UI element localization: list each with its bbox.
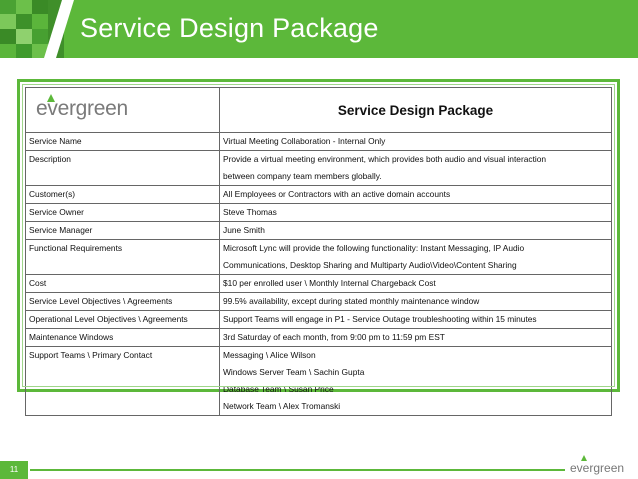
row-value-line: June Smith [223, 225, 265, 235]
table-row [26, 151, 612, 186]
table-row [26, 347, 612, 416]
row-value-line: Provide a virtual meeting environment, which provides both audio and visual interaction [223, 154, 547, 164]
footer-rule [30, 469, 565, 471]
service-design-table [25, 87, 612, 416]
footer-logo [570, 455, 636, 477]
row-label: Functional Requirements [26, 240, 220, 275]
slide-title: Service Design Package [80, 13, 379, 43]
row-value [220, 329, 612, 347]
row-value-line: Windows Server Team \ Sachin Gupta [223, 367, 365, 377]
row-value [220, 204, 612, 222]
row-label: Service Owner [26, 204, 220, 222]
table-row [26, 293, 612, 311]
evergreen-logo [29, 88, 216, 132]
slide-header [0, 0, 638, 58]
row-value [220, 151, 612, 186]
row-label: Operational Level Objectives \ Agreements [26, 311, 220, 329]
row-label: Service Level Objectives \ Agreements [26, 293, 220, 311]
row-value-line: Messaging \ Alice Wilson [223, 350, 316, 360]
row-value-line: Steve Thomas [223, 207, 277, 217]
row-label: Maintenance Windows [26, 329, 220, 347]
row-value [220, 347, 612, 416]
row-label: Service Name [26, 133, 220, 151]
row-value-line: Network Team \ Alex Tromanski [223, 401, 341, 411]
row-label: Support Teams \ Primary Contact [26, 347, 220, 416]
table-heading: Service Design Package [220, 88, 612, 133]
row-label: Service Manager [26, 222, 220, 240]
header-slash-decoration [44, 0, 74, 58]
row-value-line: Database Team \ Susan Price [223, 384, 334, 394]
row-value [220, 222, 612, 240]
row-label: Description [26, 151, 220, 186]
logo-cell [26, 88, 220, 133]
row-value-line: Support Teams will engage in P1 - Service Outage troubleshooting within 15 minutes [223, 314, 537, 324]
row-label: Cost [26, 275, 220, 293]
row-value-line: between company team members globally. [223, 171, 382, 181]
row-value-line: Communications, Desktop Sharing and Multiparty Audio\Video\Content Sharing [223, 260, 517, 270]
row-value [220, 275, 612, 293]
row-value-line: 99.5% availability, except during stated monthly maintenance window [223, 296, 480, 306]
row-label: Customer(s) [26, 186, 220, 204]
row-value-line: $10 per enrolled user \ Monthly Internal Chargeback Cost [223, 278, 436, 288]
row-value-line: All Employees or Contractors with an active domain accounts [223, 189, 451, 199]
table-row [26, 222, 612, 240]
row-value [220, 186, 612, 204]
table-row [26, 311, 612, 329]
row-value [220, 311, 612, 329]
table-row [26, 186, 612, 204]
row-value [220, 240, 612, 275]
page-number: 11 [0, 461, 28, 479]
table-row [26, 240, 612, 275]
row-value-line: Virtual Meeting Collaboration - Internal Only [223, 136, 386, 146]
table-row [26, 329, 612, 347]
logo-text: evergreen [36, 97, 128, 120]
footer-logo-text: evergreen [570, 461, 625, 475]
row-value [220, 133, 612, 151]
table-header-row [26, 88, 612, 133]
table-row [26, 204, 612, 222]
table-row [26, 275, 612, 293]
row-value-line: Microsoft Lync will provide the following functionality: Instant Messaging, IP Audio [223, 243, 525, 253]
table-row [26, 133, 612, 151]
row-value [220, 293, 612, 311]
row-value-line: 3rd Saturday of each month, from 9:00 pm to 11:59 pm EST [223, 332, 445, 342]
sdp-frame [17, 79, 620, 411]
